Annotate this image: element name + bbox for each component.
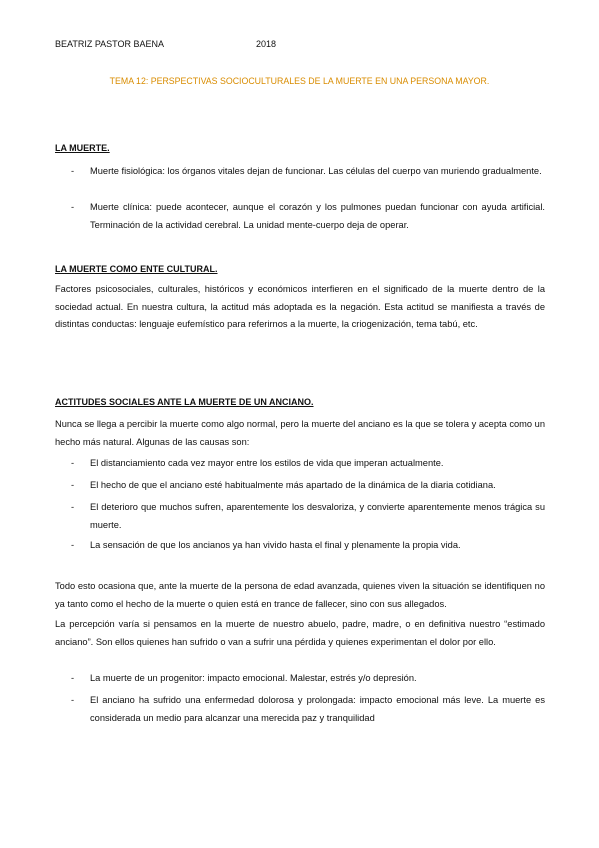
list-item-text: El hecho de que el anciano esté habitualmente más apartado de la dinámica de la diaria cotidiana. — [90, 480, 496, 490]
section-heading-ente-cultural: LA MUERTE COMO ENTE CULTURAL. — [55, 264, 218, 274]
list-item-text: El anciano ha sufrido una enfermedad dolorosa y prolongada: impacto emocional más leve. La muerte es considerada un medio para alcanzar una merecida paz y tranquilidad — [90, 695, 545, 723]
list-item-text: La sensación de que los ancianos ya han vivido hasta el final y plenamente la propia vida. — [90, 540, 461, 550]
list-item — [71, 537, 545, 555]
paragraph: Nunca se llega a percibir la muerte como algo normal, pero la muerte del anciano es la que se tolera y acepta como un hecho más natural. Algunas de las causas son: — [55, 419, 545, 447]
list-item — [71, 455, 545, 473]
bullet-dash: - — [71, 480, 75, 490]
bullet-dash: - — [71, 540, 75, 550]
paragraph: La percepción varía si pensamos en la muerte de nuestro abuelo, padre, madre, o en definitiva nuestro “estimado anciano”. Son ellos quienes han sufrido o van a sufrir una pérdida y quienes experimentan el dolor por ello. — [55, 619, 545, 647]
paragraph: Todo esto ocasiona que, ante la muerte de la persona de edad avanzada, quienes viven la situación se identifiquen no ya tanto como el hecho de la muerte o quien está en trance de fallecer, sino con sus allegados. — [55, 581, 545, 609]
section-heading-la-muerte: LA MUERTE. — [55, 143, 110, 153]
list-item-text: Muerte clínica: puede acontecer, aunque el corazón y los pulmones puedan funcionar con ayuda artificial. Terminación de la actividad cerebral. La unidad mente-cuerpo deja de operar. — [90, 202, 545, 230]
list-item-text: El deterioro que muchos sufren, aparentemente los desvaloriza, y convierte aparentemente menos trágica su muerte. — [90, 502, 545, 530]
list-item — [71, 477, 545, 495]
list-item — [71, 199, 545, 234]
list-item-text: El distanciamiento cada vez mayor entre los estilos de vida que imperan actualmente. — [90, 458, 444, 468]
list-item — [71, 692, 545, 727]
bullet-dash: - — [71, 458, 75, 468]
list-item-text: Muerte fisiológica: los órganos vitales dejan de funcionar. Las células del cuerpo van muriendo gradualmente. — [90, 166, 542, 176]
document-title: TEMA 12: PERSPECTIVAS SOCIOCULTURALES DE LA MUERTE EN UNA PERSONA MAYOR. — [109, 76, 490, 86]
section-heading-actitudes-sociales: ACTITUDES SOCIALES ANTE LA MUERTE DE UN ANCIANO. — [55, 397, 314, 407]
paragraph: Factores psicosociales, culturales, históricos y económicos interfieren en el significado de la muerte dentro de la sociedad actual. En nuestra cultura, la actitud más adoptada es la negación. Esta actitud se manifiesta a través de distintas conductas: lenguaje eufemístico para referirnos a la muerte, la criogenización, tema tabú, etc. — [55, 284, 545, 329]
document-year: 2018 — [256, 39, 277, 49]
list-item-text: La muerte de un progenitor: impacto emocional. Malestar, estrés y/o depresión. — [90, 673, 417, 683]
list-item — [71, 670, 545, 688]
bullet-dash: - — [71, 202, 75, 212]
list-item — [71, 499, 545, 534]
bullet-dash: - — [71, 166, 75, 176]
bullet-dash: - — [71, 673, 75, 683]
list-item — [71, 163, 545, 181]
author-name: BEATRIZ PASTOR BAENA — [55, 39, 165, 49]
bullet-dash: - — [71, 502, 75, 512]
bullet-dash: - — [71, 695, 75, 705]
